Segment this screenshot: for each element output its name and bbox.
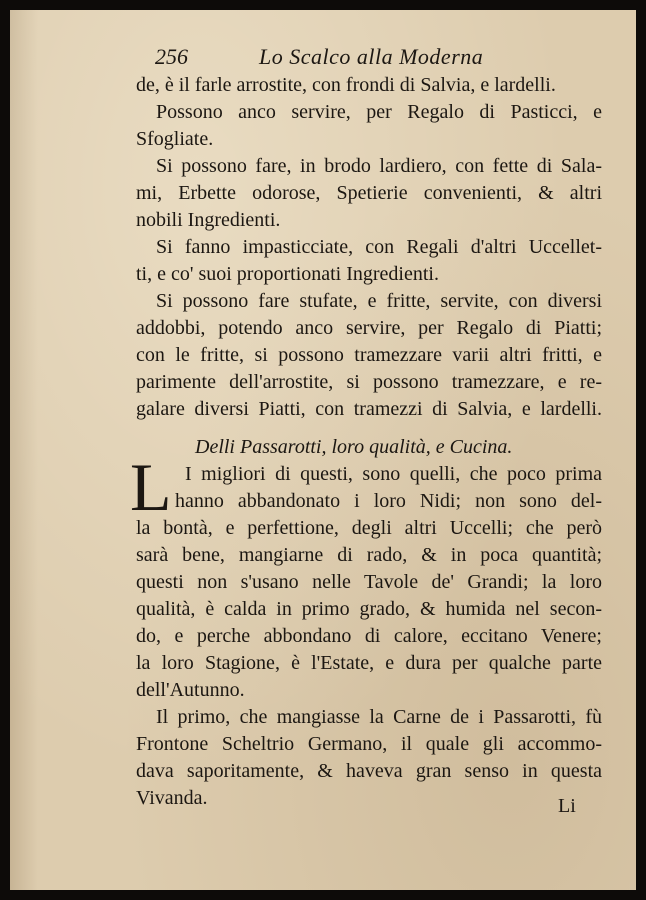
text-line: Vivanda. — [136, 787, 208, 809]
drop-cap: L — [130, 449, 172, 525]
text-line: Il primo, che mangiasse la Carne de i Passarotti, fù — [156, 706, 602, 728]
book-page — [10, 10, 636, 890]
text-line: parimente dell'arrostite, si possono tramezzare, e re- — [136, 371, 602, 393]
running-title: Lo Scalco alla Moderna — [259, 44, 484, 69]
text-line: dell'Autunno. — [136, 679, 245, 701]
text-line: questi non s'usano nelle Tavole de' Grandi; la loro — [136, 571, 602, 593]
text-line: galare diversi Piatti, con tramezzi di Salvia, e lardelli. — [136, 398, 602, 420]
text-line: addobbi, potendo anco servire, per Regalo di Piatti; — [136, 317, 602, 339]
section-title: Delli Passarotti, loro qualità, e Cucina. — [195, 436, 513, 458]
text-line: hanno abbandonato i loro Nidi; non sono del- — [175, 490, 602, 512]
text-line: nobili Ingredienti. — [136, 209, 281, 231]
text-line: la bontà, e perfettione, degli altri Uccelli; che però — [136, 517, 602, 539]
text-line: do, e perche abbondano di calore, eccitano Venere; — [136, 625, 602, 647]
text-line: qualità, è calda in primo grado, & humida nel secon- — [136, 598, 602, 620]
text-line: Frontone Scheltrio Germano, il quale gli accommo- — [136, 733, 602, 755]
text-line: Si possono fare, in brodo lardiero, con fette di Sala- — [156, 155, 602, 177]
page-number: 256 — [155, 44, 188, 69]
text-line: Possono anco servire, per Regalo di Pasticci, e — [156, 101, 602, 123]
text-line: de, è il farle arrostite, con frondi di Salvia, e lardelli. — [136, 74, 556, 96]
text-line: mi, Erbette odorose, Spetierie convenienti, & altri — [136, 182, 602, 204]
text-line: la loro Stagione, è l'Estate, e dura per qualche parte — [136, 652, 602, 674]
page-header — [155, 44, 575, 74]
text-line: dava saporitamente, & haveva gran senso in questa — [136, 760, 602, 782]
text-line: ti, e co' suoi proportionati Ingredienti. — [136, 263, 439, 285]
text-line: Sfogliate. — [136, 128, 214, 150]
text-line: Si possono fare stufate, e fritte, servite, con diversi — [156, 290, 602, 312]
text-line: sarà bene, mangiarne di rado, & in poca quantità; — [136, 544, 602, 566]
text-line: I migliori di questi, sono quelli, che poco prima — [185, 463, 602, 485]
catchword: Li — [558, 795, 576, 817]
text-line: Si fanno impasticciate, con Regali d'altri Uccellet- — [156, 236, 602, 258]
text-line: con le fritte, si possono tramezzare varii altri fritti, e — [136, 344, 602, 366]
